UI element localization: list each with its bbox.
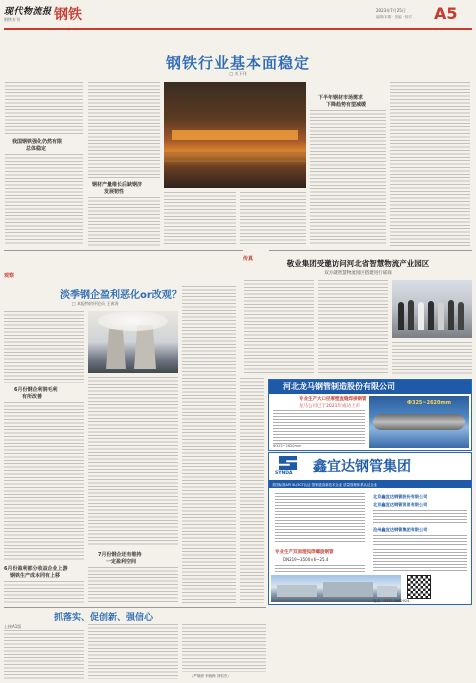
synda-bottom-left: 专业生产双面埋弧焊螺旋钢管 xyxy=(275,550,334,555)
steel-mill-photo xyxy=(164,82,306,188)
page-number: A5 xyxy=(434,4,458,23)
synda-right-list-2 xyxy=(373,535,467,545)
bottom-article-byline: （严晓婷 李晓梅 刘恒杰） xyxy=(190,674,231,678)
top-col3-text xyxy=(164,192,236,246)
longma-ad-details xyxy=(273,410,365,444)
synda-right-list xyxy=(373,510,467,524)
fax-col3 xyxy=(392,342,472,374)
observe-col2-a xyxy=(88,377,178,547)
synda-right-1: 北京鑫宜达钢管股份有限公司 xyxy=(373,494,428,499)
longma-ad-tagline: 专业生产大口径厚壁直缝焊接钢管 xyxy=(299,397,367,402)
observe-tag xyxy=(4,262,14,281)
synda-ad[interactable] xyxy=(268,452,472,605)
fax-tag xyxy=(243,245,269,262)
synda-brand: SYNDA xyxy=(275,471,293,476)
longma-ad-spec-overlay: Ф325~2620mm xyxy=(407,400,451,406)
top-article-title: 钢铁行业基本面稳定 xyxy=(165,54,310,72)
top-subhead-3: 下半年钢材市场需求 xyxy=(318,95,364,101)
observe-col4 xyxy=(240,378,264,603)
top-subhead-1b: 总体稳定 xyxy=(26,146,47,152)
observe-tag-label: 观察 xyxy=(4,273,15,279)
top-col5-text xyxy=(310,110,386,246)
top-col1-text-a xyxy=(5,82,83,136)
synda-left-list xyxy=(275,493,365,543)
observe-article-title: 淡季钢企盈利恶化or改观？ xyxy=(60,290,182,301)
bottom-col2 xyxy=(88,624,178,679)
observe-subhead-3b: 一定盈利空间 xyxy=(106,559,137,565)
meeting-photo xyxy=(392,280,472,338)
bottom-article-tag: 上接A1版 xyxy=(4,624,22,629)
top-subhead-2b: 发展韧性 xyxy=(104,189,125,195)
masthead xyxy=(4,4,472,26)
top-col1-text-b xyxy=(5,154,83,246)
synda-bottom-right-list xyxy=(373,549,467,573)
top-col2-text-b xyxy=(88,197,160,246)
synda-factory-photo xyxy=(271,575,401,602)
synda-bottom-left-list xyxy=(275,565,365,573)
synda-title: 鑫宜达钢管集团 xyxy=(313,459,411,475)
synda-qr-code[interactable] xyxy=(407,575,431,599)
synda-bottom-spec: DN219~3500×6~25.4 xyxy=(283,557,329,562)
section-name: 钢铁 xyxy=(54,7,82,23)
power-plant-photo xyxy=(88,311,178,373)
observe-subhead-3: 7月份钢企还有维持 xyxy=(98,552,142,558)
top-subhead-3b: 下降趋势有望减缓 xyxy=(326,102,367,108)
divider-2 xyxy=(4,607,266,608)
header-rule xyxy=(4,28,472,30)
divider-1 xyxy=(4,250,472,251)
bottom-col1 xyxy=(4,630,84,679)
paper-name: 现代物流报 xyxy=(4,7,52,17)
observe-col1-c xyxy=(4,581,84,603)
bottom-article-title: 抓落实、促创新、强信心 xyxy=(54,613,154,623)
bottom-col3 xyxy=(182,624,266,672)
synda-phone: 电话：0317-3062924 xyxy=(373,599,410,603)
synda-right-3: 沧州鑫宜达钢管集团有限公司 xyxy=(373,527,428,532)
observe-col2-b xyxy=(88,567,178,603)
issue-date: 2023年7月25日 xyxy=(376,8,406,13)
top-col6-text xyxy=(390,82,470,246)
issue-meta: 编辑/本期 · 美编 · 校对 xyxy=(376,15,412,19)
fax-tag-label: 传真 xyxy=(243,256,254,262)
synda-right-2: 北京鑫宜达钢管贸易有限公司 xyxy=(373,502,428,507)
observe-subhead-1: 6月份钢企利润毛利 xyxy=(14,387,58,393)
fax-article-subtitle: 双方就智慧物流园区搭建进行磋商 xyxy=(324,271,392,276)
fax-col2 xyxy=(318,280,388,374)
observe-subhead-1b: 有所改善 xyxy=(22,394,43,400)
paper-sub: 钢铁专刊 xyxy=(4,17,20,22)
pipe-photo xyxy=(369,396,469,448)
top-subhead-1: 我国钢铁强化仍然有限 xyxy=(12,139,63,145)
observe-col1-a xyxy=(4,311,84,383)
top-subhead-2: 钢材产量维长后缺钢济 xyxy=(92,182,143,188)
fax-col1 xyxy=(244,280,314,374)
top-col2-text xyxy=(88,82,160,178)
observe-article-byline: □ 本报特约评论员 王寅涛 xyxy=(72,301,119,306)
observe-col3 xyxy=(182,286,236,603)
synda-logo-icon xyxy=(279,456,297,470)
top-article-byline: □ 关下刊 xyxy=(229,71,247,76)
synda-banner xyxy=(269,480,471,488)
longma-ad[interactable] xyxy=(268,379,472,451)
longma-ad-title: 河北龙马钢管制造股份有限公司 xyxy=(283,382,395,391)
longma-ad-spec: Ф325~2620mm xyxy=(273,444,302,448)
top-col4-text xyxy=(240,192,306,246)
observe-subhead-2: 6月份盈利部分收益企业上游 xyxy=(4,566,68,572)
longma-ad-sub: 龙马公司已于2021年成功上市 xyxy=(299,404,360,409)
observe-col1-b xyxy=(4,402,84,562)
synda-banner-text: 美国标准API 5L/5CT认证 国家级高新技术企业 质量管理体系认证企业 xyxy=(272,482,378,487)
synda-logo-block xyxy=(271,456,307,478)
observe-subhead-2b: 钢铁生产成本同有上移 xyxy=(10,573,61,579)
fax-article-title: 敬业集团受邀访问河北省智慧物流产业园区 xyxy=(286,259,430,268)
